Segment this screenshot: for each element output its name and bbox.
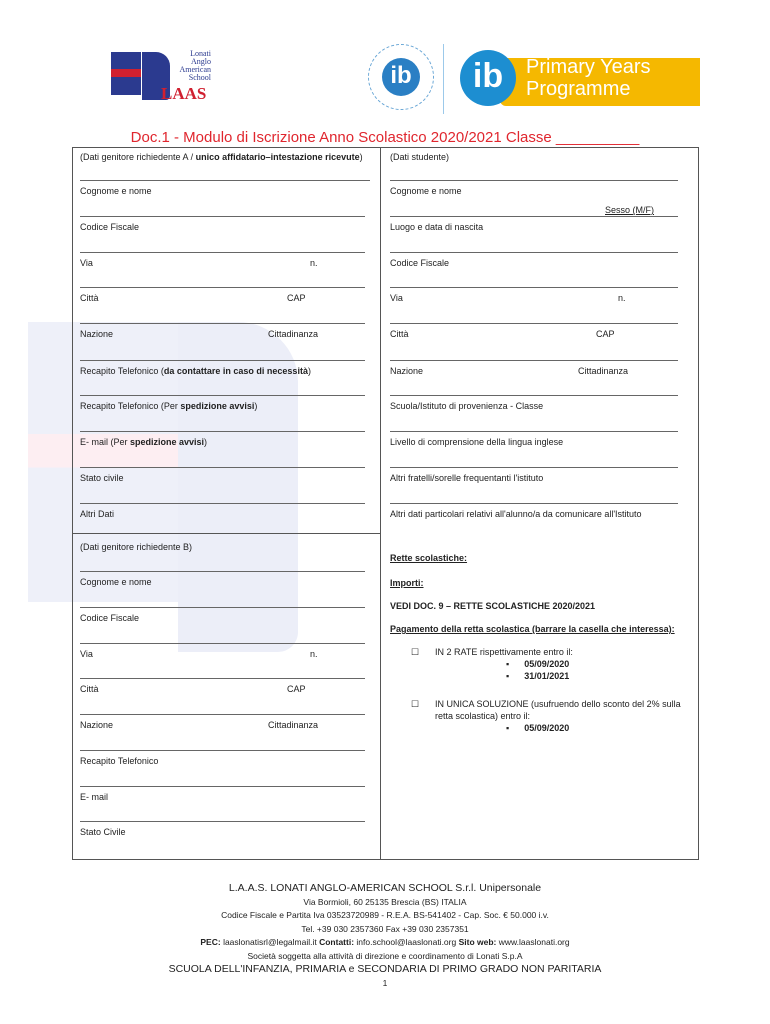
label-cittadinanza: Cittadinanza — [578, 366, 629, 376]
option-2-rate-label: IN 2 RATE rispettivamente entro il: — [435, 647, 573, 657]
ib-mark: ib — [460, 50, 516, 106]
logo-line: Anglo — [191, 57, 211, 66]
field-line[interactable] — [390, 252, 678, 253]
label-n: n. — [618, 293, 626, 303]
option-unica-label: IN UNICA SOLUZIONE (usufruendo dello sconto del 2% sulla — [435, 699, 681, 709]
label-altri: Altri Dati — [80, 509, 115, 519]
label-citta: Città — [390, 329, 409, 339]
field-line[interactable] — [80, 643, 365, 644]
field-line[interactable] — [80, 571, 365, 572]
label-via: Via — [80, 649, 93, 659]
logo-line: American — [179, 65, 211, 74]
label-cf: Codice Fiscale — [390, 258, 450, 268]
label-cittadinanza: Cittadinanza — [268, 329, 319, 339]
label-cognome: Cognome e nome — [390, 186, 462, 196]
field-line[interactable] — [390, 360, 678, 361]
field-line[interactable] — [80, 216, 365, 217]
checkbox-unica-soluzione[interactable]: ☐ — [411, 699, 420, 709]
date-item: ▪ 05/09/2020 — [506, 659, 570, 669]
label-citta: Città — [80, 684, 99, 694]
ib-seal-mark: ib — [382, 58, 420, 96]
field-line[interactable] — [80, 503, 365, 504]
field-line[interactable] — [390, 431, 678, 432]
field-line[interactable] — [80, 360, 365, 361]
field-line[interactable] — [80, 287, 365, 288]
field-line[interactable] — [80, 323, 365, 324]
parent-a-header: (Dati genitore richiedente A / unico affidatario–intestazione ricevute) — [80, 152, 363, 162]
fees-pagamento: Pagamento della retta scolastica (barrare la casella che interessa): — [390, 624, 675, 634]
label-n: n. — [310, 258, 318, 268]
footer-contacts: PEC: laaslonatisrl@legalmail.it Contatti: info.school@laaslonati.org Sito web: www.laaslonati.org — [200, 937, 570, 947]
pyp-line: Programme — [526, 78, 631, 100]
pyp-line: Primary Years — [526, 56, 651, 78]
field-line[interactable] — [80, 180, 370, 181]
logo-divider — [443, 44, 444, 114]
label-cittadinanza: Cittadinanza — [268, 720, 319, 730]
field-line[interactable] — [390, 503, 678, 504]
label-livello: Livello di comprensione della lingua inglese — [390, 437, 564, 447]
label-cf: Codice Fiscale — [80, 222, 140, 232]
footer-scuola: SCUOLA DELL'INFANZIA, PRIMARIA e SECONDARIA DI PRIMO GRADO NON PARITARIA — [168, 963, 602, 975]
field-line[interactable] — [80, 678, 365, 679]
label-cognome: Cognome e nome — [80, 577, 152, 587]
field-line[interactable] — [80, 607, 365, 608]
label-altri-dati: Altri dati particolari relativi all'alunno/a da comunicare all'Istituto — [390, 509, 642, 519]
label-cap: CAP — [287, 293, 306, 303]
logo-line: Lonati — [190, 49, 211, 58]
field-line[interactable] — [80, 431, 365, 432]
label-via: Via — [390, 293, 403, 303]
section-divider — [72, 533, 380, 534]
label-cap: CAP — [287, 684, 306, 694]
fees-vedi: VEDI DOC. 9 – RETTE SCOLASTICHE 2020/2021 — [390, 601, 596, 611]
label-cognome: Cognome e nome — [80, 186, 152, 196]
field-line[interactable] — [390, 395, 678, 396]
fees-heading: Rette scolastiche: — [390, 553, 468, 563]
label-email: E- mail (Per spedizione avvisi) — [80, 437, 208, 447]
option-unica-label: retta scolastica) entro il: — [435, 711, 531, 721]
label-n: n. — [310, 649, 318, 659]
footer-societa: Società soggetta alla attività di direzione e coordinamento di Lonati S.p.A — [247, 950, 523, 961]
logo-line: School — [188, 73, 211, 82]
label-email: E- mail — [80, 792, 109, 802]
page-number: 1 — [382, 977, 388, 988]
laas-logo — [111, 50, 223, 105]
field-line[interactable] — [80, 252, 365, 253]
page-title: Doc.1 - Modulo di Iscrizione Anno Scolastico 2020/2021 Classe __________ — [130, 129, 640, 146]
label-cf: Codice Fiscale — [80, 613, 140, 623]
label-via: Via — [80, 258, 93, 268]
label-luogo: Luogo e data di nascita — [390, 222, 484, 232]
field-line[interactable] — [80, 395, 365, 396]
footer — [0, 882, 770, 990]
field-line[interactable] — [390, 216, 678, 217]
field-line[interactable] — [390, 467, 678, 468]
checkbox-2-rate[interactable]: ☐ — [411, 647, 420, 657]
label-citta: Città — [80, 293, 99, 303]
date-item: ▪ 31/01/2021 — [506, 671, 570, 681]
field-line[interactable] — [80, 821, 365, 822]
field-line[interactable] — [80, 467, 365, 468]
label-sesso: Sesso (M/F) — [605, 205, 655, 215]
label-nazione: Nazione — [80, 329, 114, 339]
label-tel2: Recapito Telefonico (Per spedizione avvisi) — [80, 401, 258, 411]
label-stato: Stato civile — [80, 473, 124, 483]
pyp-logo — [460, 50, 700, 106]
label-nazione: Nazione — [390, 366, 424, 376]
footer-fiscal: Codice Fiscale e Partita Iva 03523720989 - R.E.A. BS-541402 - Cap. Soc. € 50.000 i.v. — [221, 910, 549, 920]
field-line[interactable] — [390, 323, 678, 324]
footer-address: Via Bormioli, 60 25135 Brescia (BS) ITALIA — [303, 896, 467, 907]
column-divider — [380, 147, 381, 859]
footer-phone: Tel. +39 030 2357360 Fax +39 030 2357351 — [301, 923, 469, 934]
laas-mark: LAAS — [161, 84, 207, 103]
label-cap: CAP — [596, 329, 615, 339]
footer-company: L.A.A.S. LONATI ANGLO-AMERICAN SCHOOL S.r.l. Unipersonale — [228, 882, 542, 894]
field-line[interactable] — [80, 750, 365, 751]
field-line[interactable] — [390, 180, 678, 181]
student-header: (Dati studente) — [390, 152, 450, 162]
ib-seal — [368, 44, 434, 110]
field-line[interactable] — [390, 287, 678, 288]
date-item: ▪ 05/09/2020 — [506, 723, 570, 733]
label-scuola: Scuola/Istituto di provenienza - Classe — [390, 401, 544, 411]
label-tel1: Recapito Telefonico (da contattare in caso di necessità) — [80, 366, 311, 376]
label-nazione: Nazione — [80, 720, 114, 730]
field-line[interactable] — [80, 714, 365, 715]
label-fratelli: Altri fratelli/sorelle frequentanti l'istituto — [390, 473, 544, 483]
field-line[interactable] — [80, 786, 365, 787]
label-tel: Recapito Telefonico — [80, 756, 159, 766]
parent-b-header: (Dati genitore richiedente B) — [80, 542, 193, 552]
label-stato: Stato Civile — [80, 827, 126, 837]
fees-importi: Importi: — [390, 578, 424, 588]
